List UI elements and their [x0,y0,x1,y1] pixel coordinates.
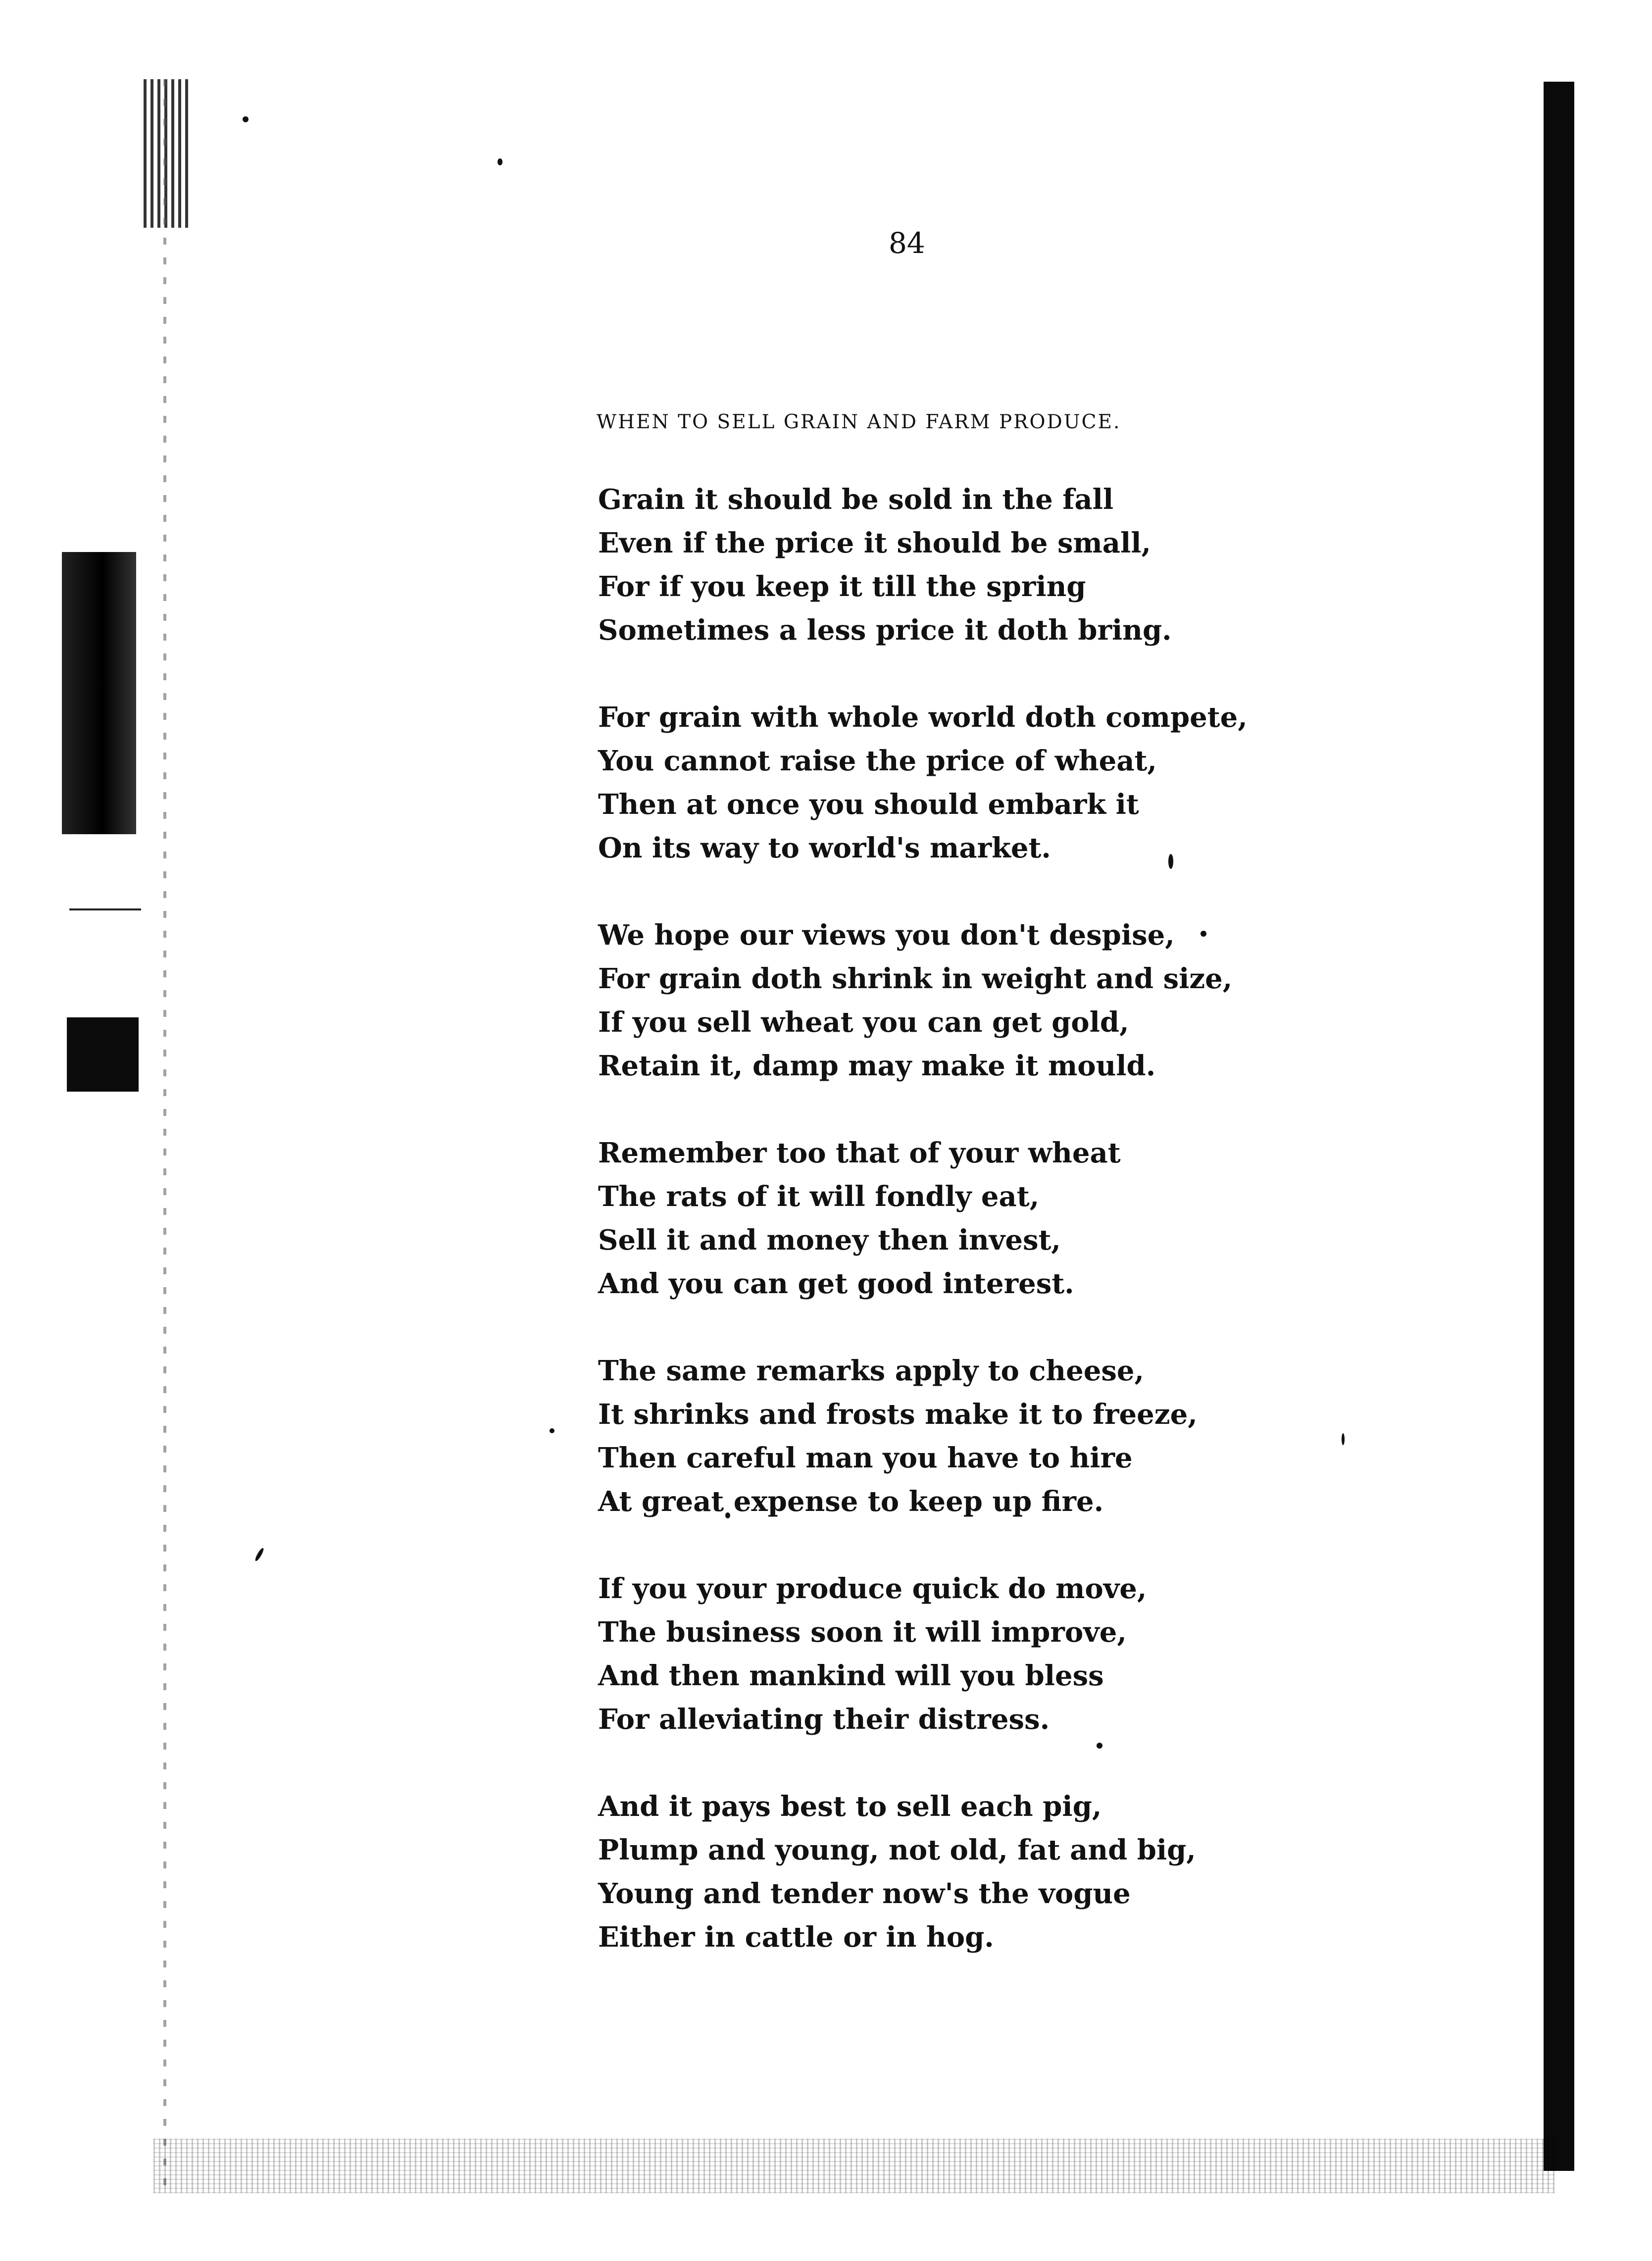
stanza [598,696,1252,870]
scan-artifact-left-block [62,552,136,834]
poem-title: WHEN TO SELL GRAIN AND FARM PRODUCE. [597,411,1121,433]
poem-line: Young and tender now's the vogue [598,1877,1131,1910]
stanza [598,913,1252,1088]
stanza [598,1567,1252,1741]
poem-line: And then mankind will you bless [598,1659,1104,1692]
poem-line: Plump and young, not old, fat and big, [598,1834,1196,1866]
speck [550,1428,554,1433]
poem-line: For grain doth shrink in weight and size, [598,962,1233,995]
poem-line: The business soon it will improve, [598,1616,1127,1649]
poem-line: Remember too that of your wheat [598,1137,1121,1169]
poem-line: Sell it and money then invest, [598,1224,1061,1256]
poem-line: It shrinks and frosts make it to freeze, [598,1398,1198,1431]
speck [254,1547,265,1562]
scan-artifact-bottom-noise [153,2139,1554,2193]
poem-line: Grain it should be sold in the fall [598,483,1114,516]
speck [243,116,249,122]
poem-line: On its way to world's market. [598,832,1051,864]
stanza [598,1349,1252,1523]
poem-line: For grain with whole world doth compete, [598,701,1248,734]
poem-body [598,478,1252,2003]
poem-line: The rats of it will fondly eat, [598,1180,1040,1213]
poem-line: You cannot raise the price of wheat, [598,745,1157,777]
scan-artifact-left-block-small [67,1017,139,1092]
poem-line: Retain it, damp may make it mould. [598,1050,1156,1082]
poem-line: If you your produce quick do move, [598,1572,1147,1605]
poem-line: We hope our views you don't despise, [598,919,1175,952]
poem-line: And you can get good interest. [598,1267,1074,1300]
poem-line: At great expense to keep up fire. [598,1485,1104,1518]
poem-line: Either in cattle or in hog. [598,1921,994,1954]
poem-line: Even if the price it should be small, [598,527,1151,559]
stanza [598,1785,1252,1959]
speck [498,158,502,165]
scan-artifact-binding-line [163,79,166,2188]
poem-line: The same remarks apply to cheese, [598,1355,1145,1387]
poem-line: Sometimes a less price it doth bring. [598,614,1172,647]
poem-line: And it pays best to sell each pig, [598,1790,1102,1823]
stanza [598,478,1252,652]
poem-line: If you sell wheat you can get gold, [598,1006,1129,1039]
stanza [598,1131,1252,1306]
speck [1342,1433,1345,1445]
scan-artifact-left-tick [69,908,141,910]
poem-line: Then careful man you have to hire [598,1442,1133,1474]
poem-line: For if you keep it till the spring [598,570,1086,603]
poem-line: For alleviating their distress. [598,1703,1050,1736]
page-number: 84 [889,226,925,260]
scan-artifact-right-edge [1544,82,1574,2171]
poem-line: Then at once you should embark it [598,788,1139,821]
